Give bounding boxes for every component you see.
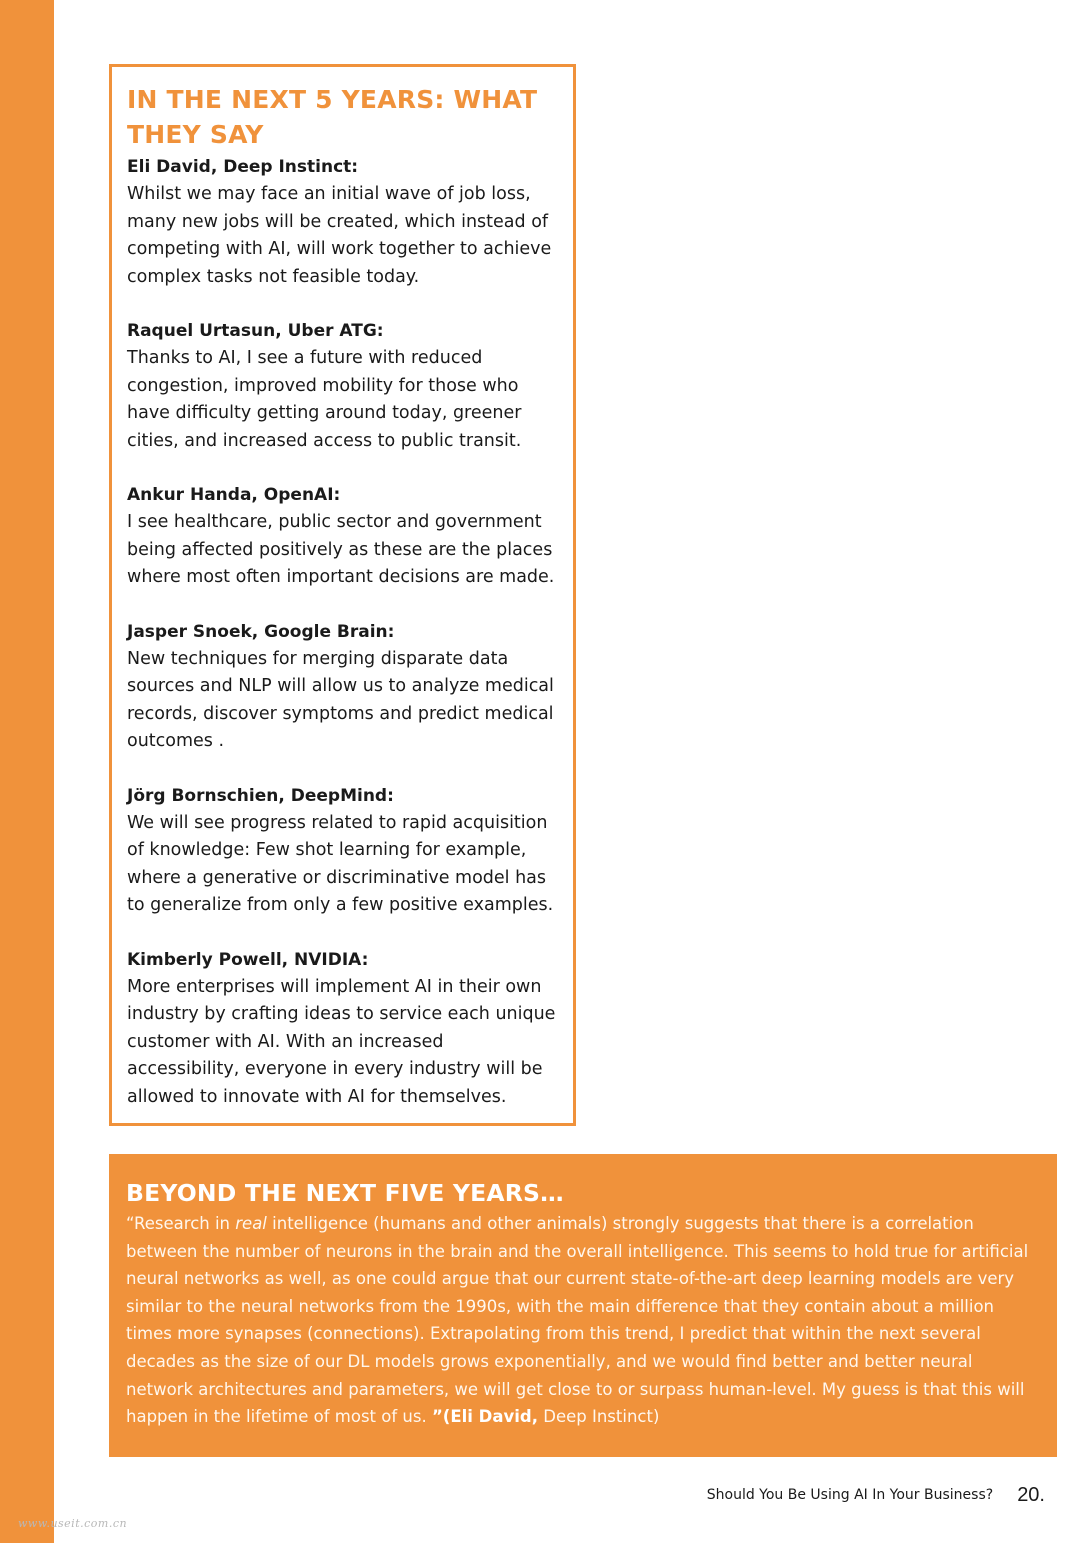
- page-number: 20.: [1017, 1483, 1045, 1506]
- quote-text: We will see progress related to rapid acquisition of knowledge: Few shot learning for example, where a generative or discriminative model has to generalize from only a few positive examples.: [127, 812, 554, 915]
- quote-author: Ankur Handa, OpenAI:: [127, 485, 341, 505]
- quote-text: I see healthcare, public sector and government being affected positively as these are the places where most often important decisions are made.: [127, 512, 555, 587]
- quote-text: Thanks to AI, I see a future with reduced congestion, improved mobility for those who have difficulty getting around today, greener cities, and increased access to public transit.: [127, 348, 522, 451]
- left-accent-bar: [0, 0, 54, 1543]
- beyond-section: [109, 1154, 1057, 1457]
- quote-text: New techniques for merging disparate data sources and NLP will allow us to analyze medical records, discover symptoms and predict medical outcomes .: [127, 648, 554, 751]
- quotes-section: [109, 64, 576, 1126]
- quotes-section-title: IN THE NEXT 5 YEARS: WHAT THEY SAY: [127, 85, 538, 149]
- quote-text: Whilst we may face an initial wave of job loss, many new jobs will be created, which instead of competing with AI, will work together to achieve complex tasks not feasible today.: [127, 184, 552, 287]
- quote-author: Jörg Bornschien, DeepMind:: [127, 785, 394, 806]
- quote-item: [127, 154, 559, 291]
- quote-author: Raquel Urtasun, Uber ATG:: [127, 321, 384, 341]
- quote-text: More enterprises will implement AI in their own industry by crafting ideas to service each unique customer with AI. With an increased accessibility, everyone in every industry will be allowed to innovate with AI for themselves.: [127, 976, 556, 1107]
- beyond-section-title: BEYOND THE NEXT FIVE YEARS…: [126, 1179, 564, 1207]
- beyond-attribution-org: Deep Instinct): [538, 1407, 660, 1427]
- quote-author: Kimberly Powell, NVIDIA:: [127, 949, 369, 970]
- footer-title: Should You Be Using AI In Your Business?: [706, 1487, 994, 1503]
- quote-item: [127, 482, 559, 592]
- beyond-quote-emphasis: real: [235, 1214, 267, 1233]
- watermark: www.useit.com.cn: [18, 1517, 128, 1530]
- quote-item: [127, 619, 559, 756]
- beyond-quote: [126, 1210, 1039, 1431]
- quote-item: [127, 783, 559, 920]
- quote-author: Jasper Snoek, Google Brain:: [127, 621, 395, 642]
- quote-item: [127, 947, 559, 1112]
- page-footer: [707, 1482, 1045, 1508]
- quote-author: Eli David, Deep Instinct:: [127, 157, 359, 177]
- beyond-quote-open: “Research in: [126, 1214, 236, 1233]
- beyond-quote-body: intelligence (humans and other animals) strongly suggests that there is a correlation between the number of neurons in the brain and the overall intelligence. This seems to hold true for artificial neural networks as well, as one could argue that our current state-of-the-art deep learning models are very similar to the neural networks from the 1990s, with the main difference that they contain about a million times more synapses (connections). Extrapolating from this trend, I predict that within the next several decades as the size of our DL models grows exponentially, and we would find better and better neural network architectures and parameters, we will get close to or surpass human-level. My guess is that this will happen in the lifetime of most of us.: [126, 1214, 1029, 1427]
- beyond-attribution-name: ”(Eli David,: [431, 1407, 538, 1427]
- quote-item: [127, 318, 559, 455]
